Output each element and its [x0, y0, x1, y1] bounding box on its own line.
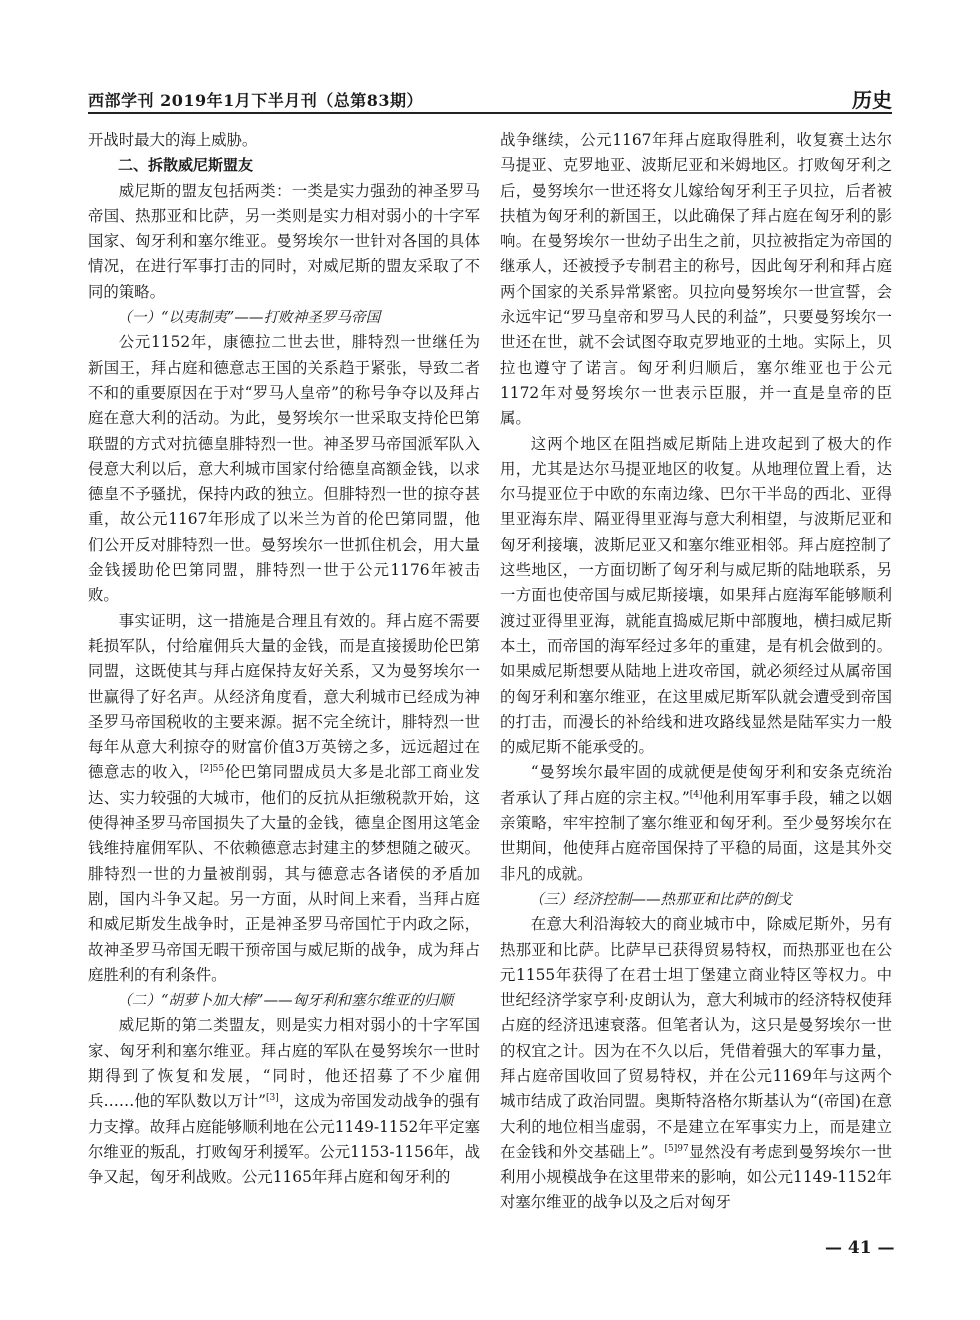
- paragraph-text: “曼努埃尔最牢固的成就便是使匈牙利和安条克统治者承认了拜占庭的宗主权。”: [500, 763, 892, 807]
- paragraph: [500, 912, 892, 1216]
- paragraph-text: ，这成为帝国发动战争的强有力支撑。故拜占庭能够顺利地在公元1149-1152年平定塞尔维亚的叛乱，打败匈牙利援军。公元1153-1156年，战争又起，匈牙利战败。公元1165年拜占庭和匈牙利的: [88, 1092, 480, 1187]
- paragraph: [88, 609, 480, 988]
- section-label: 历史: [852, 88, 892, 112]
- paragraph: 开战时最大的海上威胁。: [88, 131, 258, 149]
- section-heading: 二、拆散威尼斯盟友: [118, 156, 254, 175]
- paragraph-text: 显然没有考虑到曼努埃尔一世利用小规模战争在这里带来的影响，如公元1149-1152年对塞尔维亚的战争以及之后对匈牙: [500, 1142, 892, 1212]
- journal-title: 西部学刊 2019年1月下半月刊（总第83期）: [88, 91, 424, 110]
- paragraph: [88, 1013, 480, 1190]
- left-column: [88, 128, 480, 1190]
- paragraph: [500, 760, 892, 886]
- paragraph-text: 他利用军事手段，辅之以姻亲策略，牢牢控制了塞尔维亚和匈牙利。至少曼努埃尔在世期间，他使拜占庭帝国保持了平稳的局面，这是其外交非凡的成就。: [500, 788, 892, 883]
- subsection-heading: （三）经济控制——热那亚和比萨的倒戈: [529, 890, 792, 908]
- page-number: — 41 —: [825, 1238, 895, 1258]
- running-header: [88, 84, 892, 114]
- citation-ref: [2]55: [199, 764, 225, 775]
- paragraph: 战争继续，公元1167年拜占庭取得胜利，收复赛土达尔马提亚、克罗地亚、波斯尼亚和米姆地区。打败匈牙利之后，曼努埃尔一世还将女儿嫁给匈牙利王子贝拉，后者被扶植为匈牙利的新国王，以此确保了拜占庭在匈牙利的影响。在曼努埃尔一世幼子出生之前，贝拉被指定为帝国的继承人，还被授予专制君主的称号，因此匈牙利和拜占庭两个国家的关系异常紧密。贝拉向曼努埃尔一世宣誓，会永远牢记“罗马皇帝和罗马人民的利益”，只要曼努埃尔一世还在世，就不会试图夺取克罗地亚的土地。实际上，贝拉也遵守了诺言。匈牙利归顺后，塞尔维亚也于公元1172年对曼努埃尔一世表示臣服，并一直是皇帝的臣属。: [500, 131, 892, 428]
- citation-ref: [3]: [266, 1093, 279, 1104]
- paragraph: 威尼斯的盟友包括两类：一类是实力强劲的神圣罗马帝国、热那亚和比萨，另一类则是实力相对弱小的十字军国家、匈牙利和塞尔维亚。曼努埃尔一世针对各国的具体情况，在进行军事打击的同时，对威尼斯的盟友采取了不同的策略。: [88, 181, 480, 301]
- paragraph-text: 事实证明，这一措施是合理且有效的。拜占庭不需要耗损军队，付给雇佣兵大量的金钱，而是直接援助伦巴第同盟，这既使其与拜占庭保持友好关系，又为曼努埃尔一世赢得了好名声。从经济角度看，意大利城市已经成为神圣罗马帝国税收的主要来源。据不完全统计，腓特烈一世每年从意大利掠夺的财富价值3万英镑之多，远远超过在德意志的收入，: [88, 611, 480, 782]
- paragraph-text: 伦巴第同盟成员大多是北部工商业发达、实力较强的大城市，他们的反抗从拒缴税款开始，这使得神圣罗马帝国损失了大量的金钱，德皇企图用这笔金钱维持雇佣军队、不依赖德意志封建主的梦想随之破灭。腓特烈一世的力量被削弱，其与德意志各诸侯的矛盾加剧，国内斗争又起。另一方面，从时间上来看，当拜占庭和威尼斯发生战争时，正是神圣罗马帝国忙于内政之际，故神圣罗马帝国无暇干预帝国与威尼斯的战争，成为拜占庭胜利的有利条件。: [88, 763, 480, 984]
- paragraph: 公元1152年，康德拉二世去世，腓特烈一世继任为新国王，拜占庭和德意志王国的关系趋于紧张，导致二者不和的重要原因在于对“罗马人皇帝”的称号争夺以及拜占庭在意大利的活动。为此，曼努埃尔一世采取支持伦巴第联盟的方式对抗德皇腓特烈一世。神圣罗马帝国派军队入侵意大利以后，意大利城市国家付给德皇高额金钱，以求德皇不予骚扰，保持内政的独立。但腓特烈一世的掠夺甚重，故公元1167年形成了以米兰为首的伦巴第同盟，他们公开反对腓特烈一世。曼努埃尔一世抓住机会，用大量金钱援助伦巴第同盟，腓特烈一世于公元1176年被击败。: [88, 333, 480, 605]
- paragraph: 这两个地区在阻挡威尼斯陆上进攻起到了极大的作用，尤其是达尔马提亚地区的收复。从地理位置上看，达尔马提亚位于中欧的东南边缘、巴尔干半岛的西北、亚得里亚海东岸、隔亚得里亚海与意大利相望，与波斯尼亚和匈牙利接壤，波斯尼亚又和塞尔维亚相邻。拜占庭控制了这些地区，一方面切断了匈牙利与威尼斯的陆地联系，另一方面也使帝国与威尼斯接壤，如果拜占庭海军能够顺利渡过亚得里亚海，就能直捣威尼斯中部腹地，横扫威尼斯本土，而帝国的海军经过多年的重建，是有机会做到的。如果威尼斯想要从陆地上进攻帝国，就必须经过从属帝国的匈牙利和塞尔维亚，在这里威尼斯军队就会遭受到帝国的打击，而漫长的补给线和进攻路线显然是陆军实力一般的威尼斯不能承受的。: [500, 434, 892, 757]
- paragraph-text: 在意大利沿海较大的商业城市中，除威尼斯外，另有热那亚和比萨。比萨早已获得贸易特权，而热那亚也在公元1155年获得了在君士坦丁堡建立商业特区等权力。中世纪经济学家亨利·皮朗认为，意大利城市的经济特权使拜占庭的经济迅速衰落。但笔者认为，这只是曼努埃尔一世的权宜之计。因为在不久以后，凭借着强大的军事力量，拜占庭帝国收回了贸易特权，并在公元1169年与这两个城市结成了政治同盟。奥斯特洛格尔斯基认为“(帝国)在意大利的地位相当虚弱，不是建立在军事实力上，而是建立在金钱和外交基础上”。: [500, 915, 892, 1161]
- right-column: [500, 128, 892, 1216]
- paragraph-text: 威尼斯的第二类盟友，则是实力相对弱小的十字军国家、匈牙利和塞尔维亚。拜占庭的军队在曼努埃尔一世时期得到了恢复和发展，“同时，他还招募了不少雇佣兵……他的军队数以万计”: [88, 1016, 480, 1111]
- subsection-heading: （一）“以夷制夷”——打败神圣罗马帝国: [117, 309, 381, 327]
- citation-ref: [4]: [689, 789, 703, 800]
- citation-ref: [5]97: [664, 1143, 689, 1154]
- subsection-heading: （二）“胡萝卜加大棒”——匈牙利和塞尔维亚的归顺: [117, 992, 454, 1010]
- header-rule: [88, 112, 892, 114]
